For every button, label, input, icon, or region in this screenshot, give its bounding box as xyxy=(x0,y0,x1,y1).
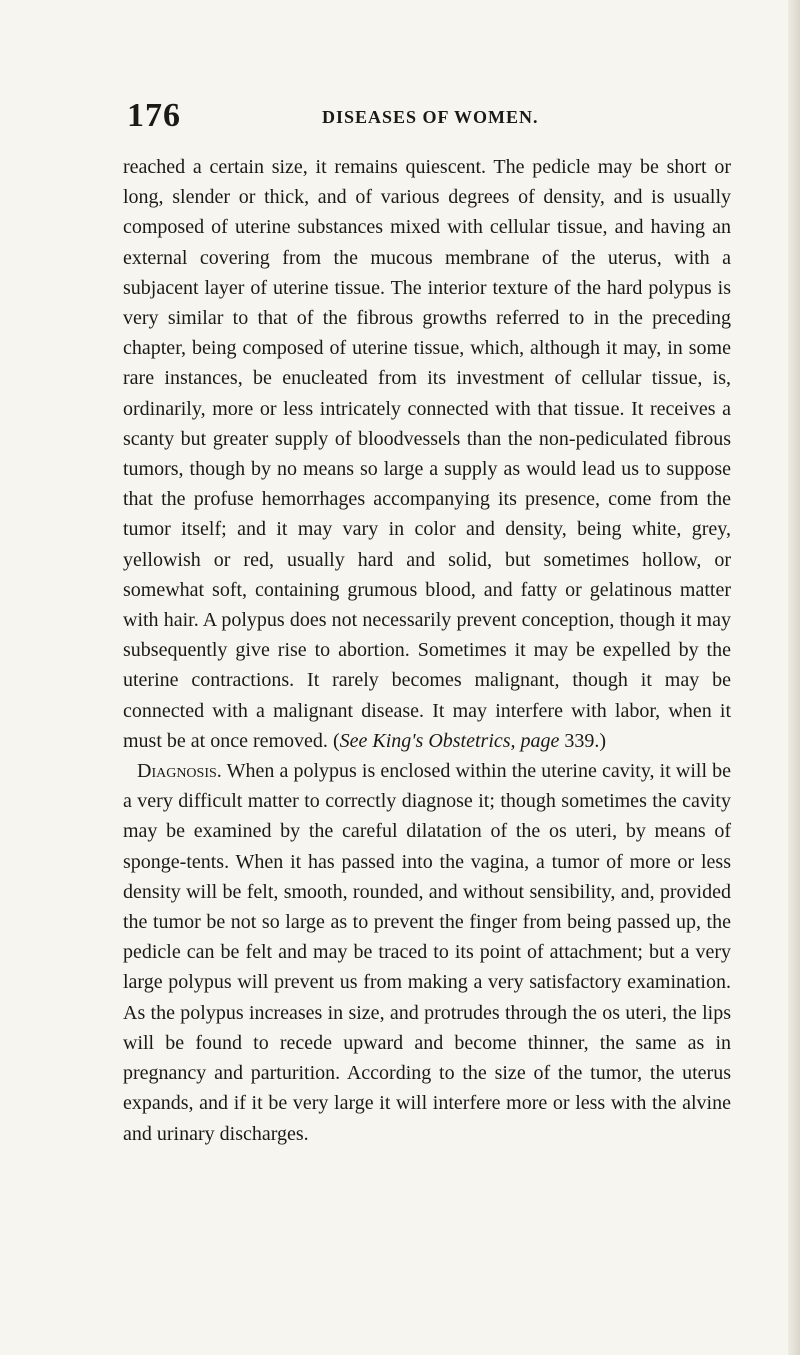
paragraph-diagnosis xyxy=(123,756,731,1149)
reference-open: ( xyxy=(332,729,340,752)
paragraph-continuation xyxy=(123,152,731,756)
reference-citation: See King's Obstetrics, page xyxy=(339,729,560,752)
reference-page: 339.) xyxy=(564,729,607,752)
paragraph-text: When a polypus is enclosed within the uterine cavity, it will be a very difficult matter to correctly diagnose it; though sometimes the cavity may be examined by the careful dilatation of the os uteri, by means of sponge-tents. When it has passed into the vagina, a tumor of more or less density will be felt, smooth, rounded, and without sensibility, and, provided the tumor be not so large as to prevent the finger from being passed up, the pedicle can be felt and may be traced to its point of attachment; but a very large polypus will prevent us from making a very satisfactory examination. As the polypus increases in size, and protrudes through the os uteri, the lips will be found to recede upward and become thinner, the same as in pregnancy and parturition. According to the size of the tumor, the uterus expands, and if it be very large it will interfere more or less with the alvine and urinary discharges. xyxy=(123,760,732,1145)
paragraph-text: reached a certain size, it remains quiescent. The pedicle may be short or long, slender or thick, and of various degrees of density, and is usually composed of uterine substances mixed with cellular tissue, and having an external covering from the mucous membrane of the uterus, with a subjacent layer of uterine tissue. The interior texture of the hard polypus is very similar to that of the fibrous growths referred to in the preceding chapter, being composed of uterine tissue, which, although it may, in some rare instances, be enucleated from its investment of cellular tissue, is, ordinarily, more or less intricately connected with that tissue. It receives a scanty but greater supply of bloodvessels than the non-pediculated fibrous tumors, though by no means so large a supply as would lead us to suppose that the profuse hemorrhages accompanying its presence, come from the tumor itself; and it may vary in color and density, being white, grey, yellowish or red, usually hard and solid, but sometimes hollow, or somewhat soft, containing grumous blood, and fatty or gelatinous matter with hair. A polypus does not necessarily prevent conception, though it may subsequently give rise to abortion. Sometimes it may be expelled by the uterine contractions. It rarely becomes malignant, though it may be connected with a malignant disease. It may interfere with labor, when it must be at once removed. xyxy=(123,156,731,752)
running-head: DISEASES OF WOMEN. xyxy=(322,107,539,127)
page-edge xyxy=(788,0,800,1355)
page-number: 176 xyxy=(127,97,181,134)
body-text xyxy=(123,152,731,1149)
page-header xyxy=(127,96,727,136)
section-heading: Diagnosis. xyxy=(137,760,222,783)
